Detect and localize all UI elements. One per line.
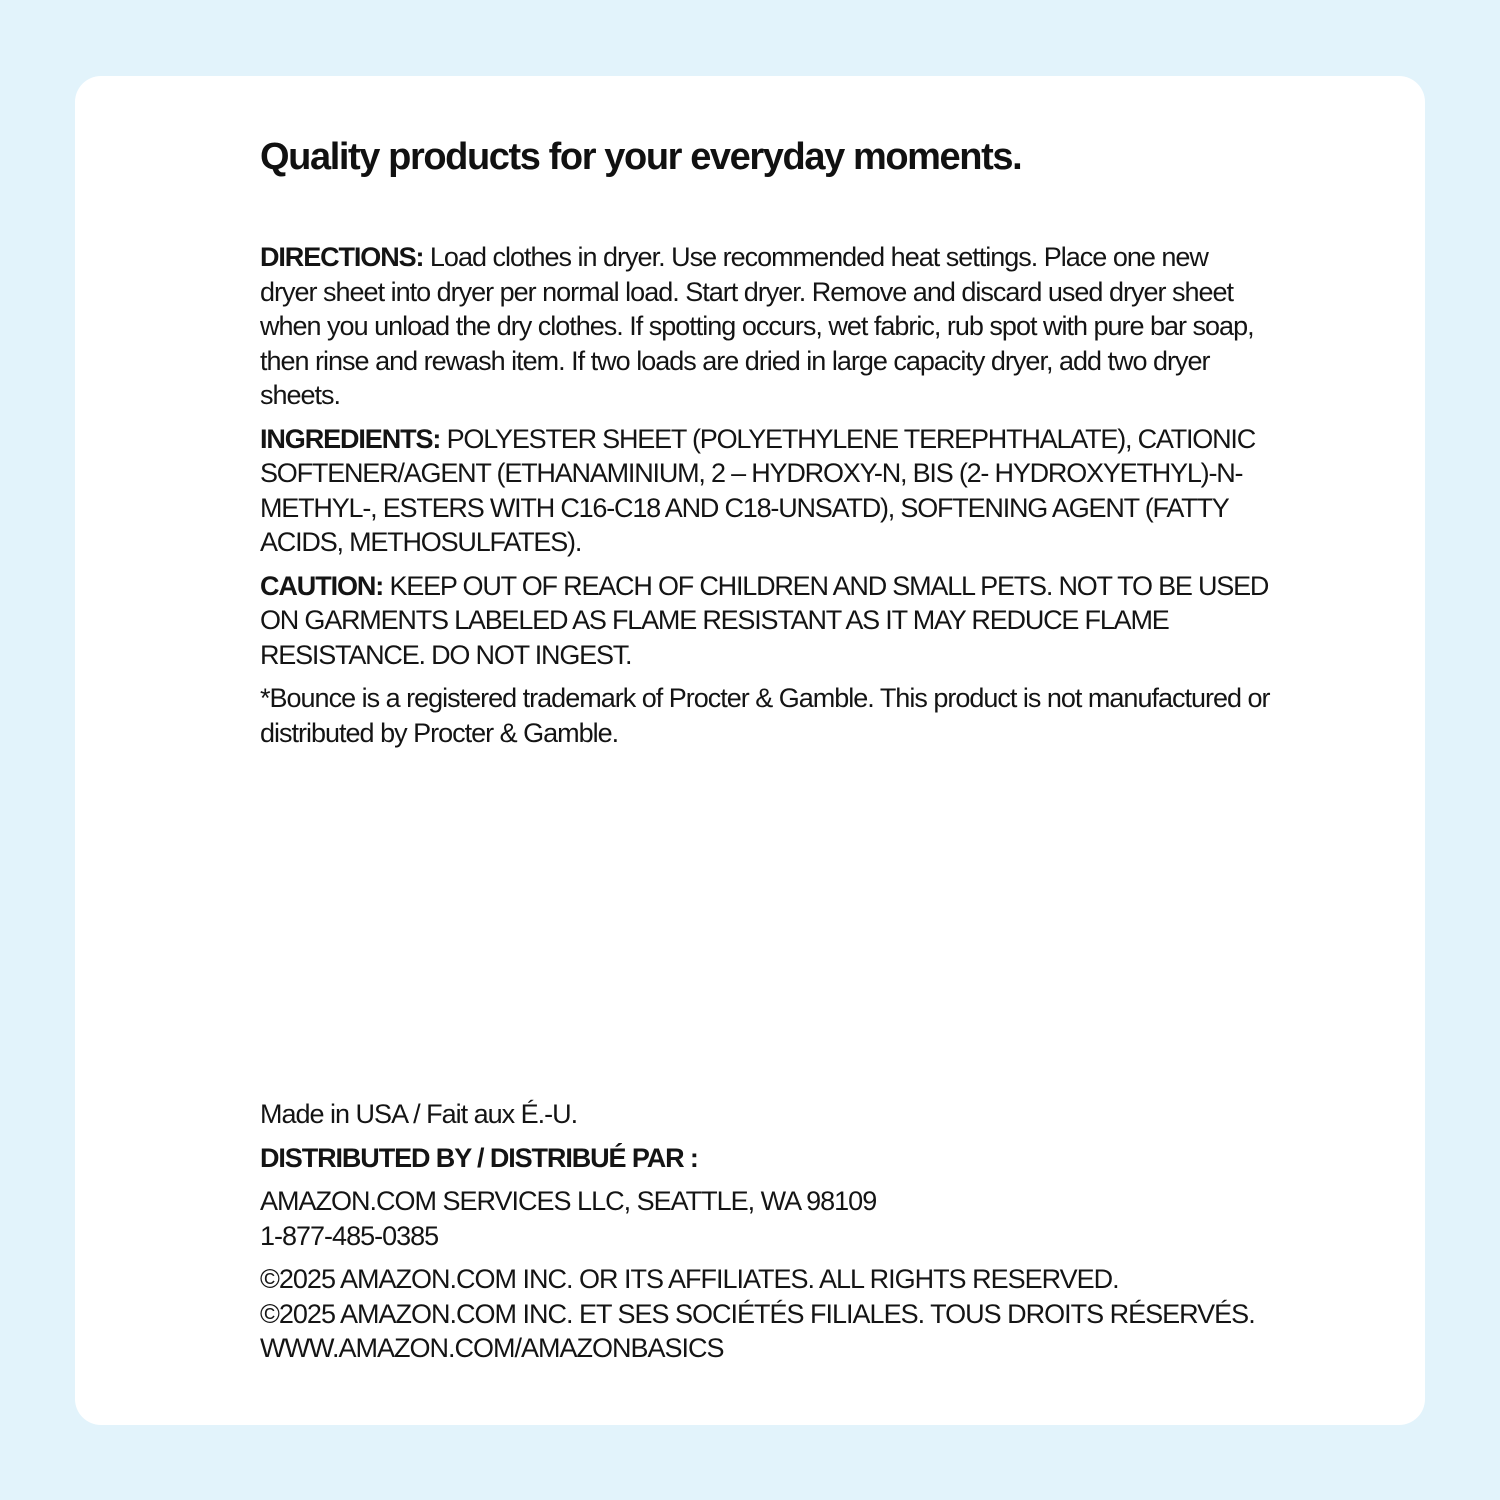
- headline: Quality products for your everyday moments.: [260, 136, 1022, 178]
- footer: [260, 1097, 1270, 1375]
- trademark-note: *Bounce is a registered trademark of Procter & Gamble. This product is not manufactured or distributed by Procter & Gamble.: [260, 683, 1270, 748]
- ingredients-label: INGREDIENTS:: [260, 423, 441, 454]
- copyright-fr: ©2025 AMAZON.COM INC. ET SES SOCIÉTÉS FILIALES. TOUS DROITS RÉSERVÉS.: [260, 1298, 1255, 1329]
- caution-text: KEEP OUT OF REACH OF CHILDREN AND SMALL PETS. NOT TO BE USED ON GARMENTS LABELED AS FLAME RESISTANT AS IT MAY REDUCE FLAME RESISTANCE. DO NOT INGEST.: [260, 570, 1269, 670]
- caution-label: CAUTION:: [260, 570, 384, 601]
- copyright-block: [260, 1262, 1270, 1366]
- distributor-address-block: [260, 1184, 1270, 1253]
- website-url: WWW.AMAZON.COM/AMAZONBASICS: [260, 1333, 724, 1363]
- directions-label: DIRECTIONS:: [260, 242, 424, 272]
- distributed-by: DISTRIBUTED BY / DISTRIBUÉ PAR :: [260, 1142, 698, 1173]
- ingredients-text: POLYESTER SHEET (POLYETHYLENE TEREPHTHALATE), CATIONIC SOFTENER/AGENT (ETHANAMINIUM, 2 – HYDROXY-N, BIS (2- HYDROXYETHYL)-N-METHYL-, ESTERS WITH C16-C18 AND C18-UNSATD), SOFTENING AGENT (FATTY ACIDS, METHOSULFATES).: [260, 423, 1256, 557]
- distributor-address: AMAZON.COM SERVICES LLC, SEATTLE, WA 98109: [260, 1186, 877, 1216]
- made-in: Made in USA / Fait aux É.-U.: [260, 1099, 578, 1129]
- directions-paragraph: [260, 240, 1270, 413]
- copyright-en: ©2025 AMAZON.COM INC. OR ITS AFFILIATES. ALL RIGHTS RESERVED.: [260, 1264, 1119, 1294]
- directions-text: Load clothes in dryer. Use recommended heat settings. Place one new dryer sheet into dryer per normal load. Start dryer. Remove and discard used dryer sheet when you unload the dry clothes. If spotting occurs, wet fabric, rub spot with pure bar soap, then rinse and rewash item. If two loads are dried in large capacity dryer, add two dryer sheets.: [260, 242, 1254, 410]
- ingredients-paragraph: [260, 422, 1270, 560]
- caution-paragraph: [260, 569, 1270, 673]
- distributor-phone: 1-877-485-0385: [260, 1220, 439, 1251]
- label-content: [260, 134, 1270, 759]
